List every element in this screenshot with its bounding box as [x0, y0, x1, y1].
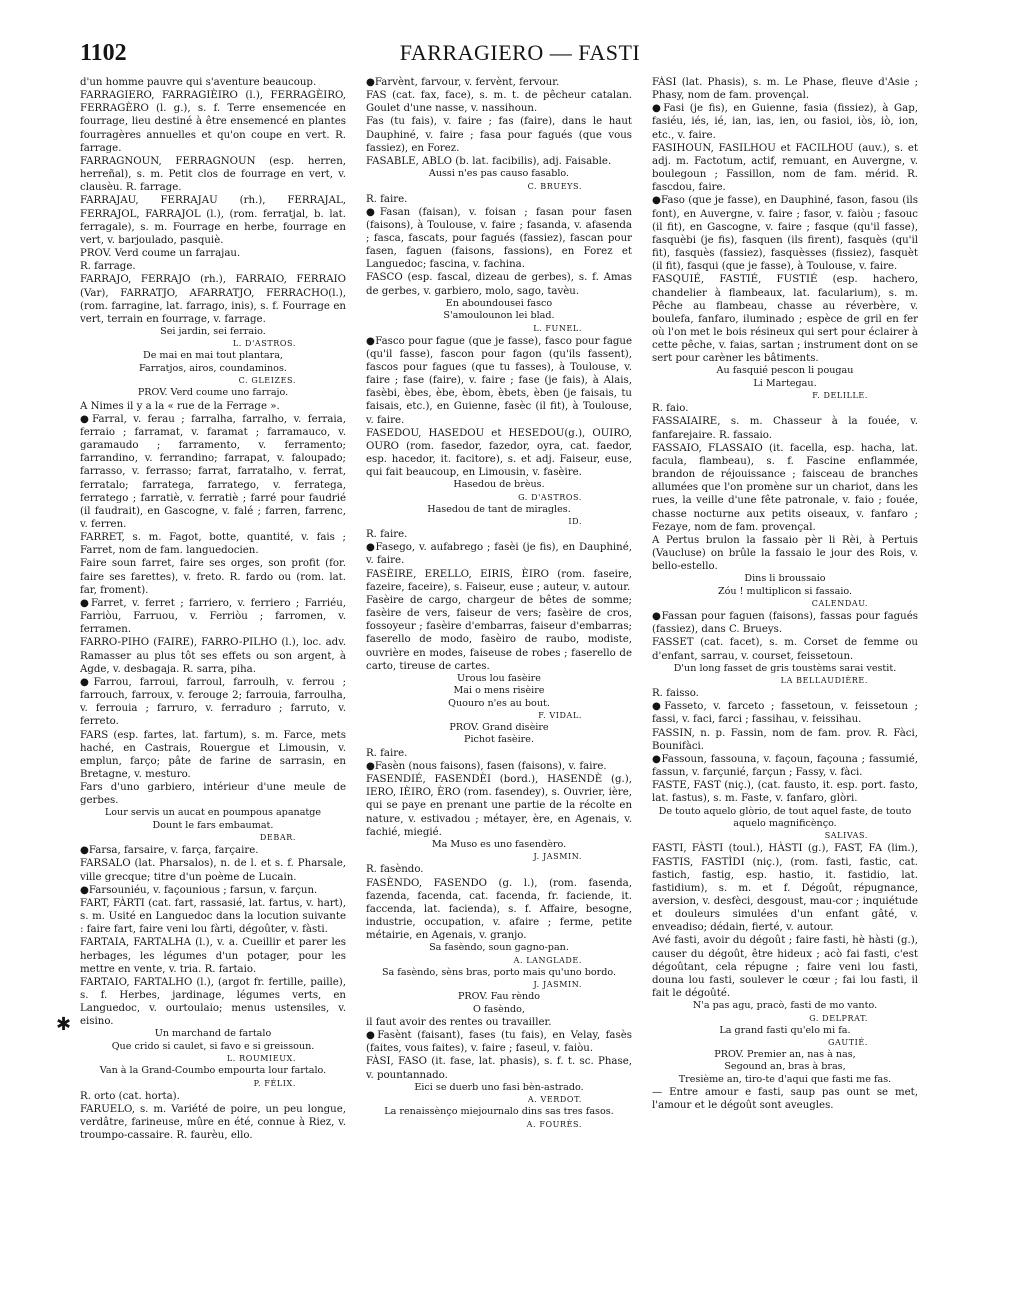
dictionary-entry: FARRAGIERO, FARRAGIÈIRO (l.), FERRAGÈIRO, FERRAGÈRO (l. g.), s. f. Terre ensemencée en fourrage, lieu destiné à être ensemencé en plantes fourragères annuelles et qu'on coupe en vert. R. farrage.: [80, 90, 346, 154]
quotation-author: LA BELLAUDIÈRE.: [780, 676, 868, 686]
dictionary-entry: ●Fasco pour fague (que je fasse), fasco pour fague (qu'il fasse), fascon pour fagon (qu'ils fassent), fascos pour fagues (que tu fasses), à Toulouse, v. faire ; fase (faire), v. faire ; fase (je fais), à Alais, fasèbi, èbes, èbe, èbom, èbets, èben (je faisais, tu faisais, etc.), en Guienne, fasèc (il fit), à Toulouse, v. faire.: [366, 335, 632, 426]
quotation-line: PROV. Premier an, nas à nas,: [714, 1049, 856, 1061]
quotation-line: PROV. Grand disèire: [449, 722, 549, 734]
dictionary-entry: ●Fasèn (nous faisons), fasen (faisons), v. faire.: [366, 761, 607, 772]
dictionary-entry: FASTI, FÀSTI (toul.), HÀSTI (g.), FAST, FA (lim.), FASTIS, FASTÌDI (niç.), (rom. fasti, fastic, cat. fastich, fastig, esp. hastio, it. fastidio, lat. fastidium), s. m. et f. Dégoût, répugnance, aversion, v. desfèci, desgoust, mau-cor ; inquiétude et douleurs simulées d'un enfant gâté, v. enveadiso; dédain, fierté, v. autour.: [652, 843, 918, 934]
dictionary-entry: FÀSI, FASO (it. fase, lat. phasis), s. f. t. sc. Phase, v. pountannado.: [366, 1056, 632, 1081]
quotation-line: La grand fasti qu'elo mi fa.: [719, 1024, 851, 1036]
quotation-author: L. D'ASTROS.: [232, 339, 296, 349]
dictionary-entry: FARRAGNOUN, FERRAGNOUN (esp. herren, herreñal), s. m. Petit clos de fourrage en vert, v. clausèu. R. farrage.: [80, 155, 346, 194]
dictionary-entry: Fars d'uno garbiero, intérieur d'une meule de gerbes.: [80, 782, 346, 807]
quotation-author: G. DELPRAT.: [809, 1013, 868, 1023]
quotation-line: PROV. Verd coume uno farrajo.: [137, 387, 289, 399]
dictionary-entry: d'un homme pauvre qui s'aventure beaucoup.: [80, 77, 317, 88]
dictionary-entry: FASTE, FAST (niç.), (cat. fausto, it. esp. port. fasto, lat. fastus), s. m. Faste, v. fanfaro, glòri.: [652, 780, 918, 805]
dictionary-entry: ●Fasego, v. aufabrego ; fasèi (je fis), en Dauphiné, v. faire.: [366, 542, 632, 567]
quotation-line: Farratjos, airos, coundaminos.: [139, 362, 287, 374]
quotation-line: De touto aquelo glòrio, de tout aquel faste, de touto aquelo magnificènço.: [658, 805, 912, 829]
dictionary-entry: FÀSI (lat. Phasis), s. m. Le Phase, fleuve d'Asie ; Phasy, nom de fam. provençal.: [652, 77, 918, 102]
dictionary-entry: ●Fassan pour faguen (faisons), fassas pour fagués (fassiez), dans C. Brueys.: [652, 611, 918, 636]
dictionary-entry: FASÈIRE, ERELLO, EIRIS, ÈIRO (rom. faseire, fazeire, faceire), s. Faiseur, euse ; auteur, v. autour.: [366, 568, 632, 593]
quotation-line: O fasèndo,: [473, 1003, 525, 1015]
quotation-line: Au fasquié pescon li pougau: [716, 365, 854, 377]
dictionary-entry: FARUELO, s. m. Variété de poire, un peu longue, verdâtre, farineuse, mûre en été, connue à Riez, v. troumpo-cassaire. R. faurèu, ello.: [80, 1103, 346, 1142]
page-number: 1102: [80, 40, 127, 66]
dictionary-entry: ●Fassoun, fassouna, v. façoun, façouna ; fassumié, fassun, v. farçunié, farçun ; Fassy, v. fàci.: [652, 753, 918, 779]
quotation-author: J. JASMIN.: [533, 852, 582, 862]
quotation-author: P. FÉLIX.: [253, 1078, 296, 1088]
quotation-line: Zóu ! multiplicon si fassaio.: [717, 585, 853, 597]
dictionary-entry: ●Faso (que je fasse), en Dauphiné, fason, fasou (ils font), en Auvergne, v. faire ; fasor, v. faiòu ; fasouc (il fit), en Gascogne, v. faire ; fasque (qu'il fasse), fasquèbi (je fis), fasquen (ils firent), fasquès (qu'il fit), fasquès (fassiez), fasquèsses (fissiez), fasquèt (il fit), fasqui (que je fasse), à Toulouse, v. faire.: [652, 195, 918, 273]
quotation-author: J. JASMIN.: [533, 980, 582, 990]
dictionary-entry: R. faisso.: [652, 688, 699, 700]
quotation-line: N'a pas agu, pracò, fasti de mo vanto.: [692, 1000, 878, 1012]
dictionary-entry: FASSAIO, FLASSAIO (it. facella, esp. hacha, lat. facula, flambeau), s. f. Fascine enflammée, brandon de réjouissance ; faisceau de branches allumées que l'on promène sur un chariot, dans les rues, la veille d'une fête patronale, v. faio ; fouée, chasse nocturne aux petits oiseaux, v. fanfaro ; Fezaye, nom de fam. provençal.: [652, 442, 918, 533]
dictionary-entry: FARRO-PIHO (FAIRE), FARRO-PILHO (l.), loc. adv. Ramasser au plus tôt ses effets ou son argent, à Agde, v. desbagaja. R. sarra, piha.: [80, 637, 346, 675]
quotation-author: A. FOURÈS.: [526, 1119, 582, 1129]
quotation-line: S'amoulounon lei blad.: [443, 310, 555, 322]
dictionary-entry: A Nimes il y a la « rue de la Ferrage ».: [80, 400, 280, 412]
dictionary-entry: ●Farvènt, farvour, v. fervènt, fervour.: [366, 77, 560, 88]
dictionary-entry: FASÈNDO, FASENDO (g. l.), (rom. fasenda, fazenda, facenda, cat. facenda, fr. faciende, it. faccenda, lat. facienda), s. f. Affaire, besogne, industrie, occupation, v. afaire ; ferme, petite métairie, en Agenais, v. granjo.: [366, 877, 632, 942]
running-title: FARRAGIERO — FASTI: [399, 40, 641, 65]
dictionary-entry: ●Farsouniéu, v. façounious ; farsun, v. farçun.: [80, 884, 318, 896]
quotation-author: ID.: [568, 517, 582, 527]
dictionary-entry: Fasèire de cargo, chargeur de bêtes de somme; fasèire de vers, faiseur de vers; fasèire de cros, fossoyeur ; fasèire d'embarras, faiseur d'embarras; faserello de modo, fasèiro de raubo, modiste, ouvrière en modes, faiseuse de robes ; faserello de carto, tireuse de cartes.: [366, 594, 632, 672]
quotation-line: Quouro n'es au bout.: [448, 697, 550, 709]
quotation-line: Sei jardin, sei ferraio.: [160, 325, 266, 337]
column-1: [80, 76, 346, 1226]
dictionary-entry: ●Fasi (je fis), en Guienne, fasia (fissiez), à Gap, fasiéu, iés, ié, ian, ias, ien, ou fasioi, iòs, iò, ion, etc., v. faire.: [652, 103, 918, 141]
quotation-line: Sa fasèndo, sèns bras, porto mais qu'uno bordo.: [381, 966, 617, 978]
dictionary-entry: FARTAIO, FARTALHO (l.), (argot fr. fertille, paille), s. f. Herbes, jardinage, légumes verts, en Languedoc, v. ourtoulaio; menus ustensiles, v. eisino.: [80, 976, 346, 1028]
dictionary-entry: ●Fasseto, v. farceto ; fassetoun, v. feissetoun ; fassi, v. faci, farci ; fassihau, v. feissihau.: [652, 701, 918, 726]
margin-asterisk-mark: ✱: [56, 1014, 72, 1035]
quotation-author: L. ROUMIEUX.: [226, 1054, 296, 1064]
dictionary-entry: FASSAIAIRE, s. m. Chasseur à la fouée, v. fanfarejaire. R. fassaio.: [652, 416, 918, 441]
quotation-author: F. DELILLE.: [812, 391, 868, 401]
quotation-line: Segound an, bras à bras,: [724, 1061, 846, 1073]
quotation-line: La renaissènço miejournalo dins sas tres fasos.: [384, 1106, 614, 1118]
column-2: [366, 76, 632, 1226]
quotation-author: L. FUNEL.: [533, 323, 582, 333]
quotation-author: C. BRUEYS.: [527, 181, 582, 191]
dictionary-entry: R. fasèndo.: [366, 864, 424, 876]
quotation-line: Aussi n'es pas causo fasablo.: [428, 168, 570, 180]
quotation-line: D'un long fasset de gris toustèms sarai vestit.: [673, 662, 897, 674]
dictionary-entry: ●Fasan (faisan), v. foisan ; fasan pour fasen (faisons), à Toulouse, v. faire ; fasanda, v. afasenda ; fasca, fascats, pour fagués (fassiez), fascan pour fasen, faguen (faisons, fassions), en Forez et Languedoc; fascina, v. fachina.: [366, 206, 632, 271]
quotation-line: Lour servis un aucat en poumpous apanatge: [104, 807, 322, 819]
dictionary-entry: FARS (esp. fartes, lat. fartum), s. m. Farce, mets haché, en Castrais, Rouergue et Limousin, v. emplun, farço; pâte de farine de sarrasin, en Bretagne, v. mesturo.: [80, 729, 346, 780]
quotation-line: Hasedou de brèus.: [453, 479, 545, 491]
dictionary-entry: ●Farral, v. ferau ; farralha, farralho, v. ferraia, ferraio ; farramat, v. faramat ; farramauco, v. garamaudo ; farramento, v. ferramento; farrandino, v. ferrandino; farrapat, v. faloupado; farrasso, v. ferrasso; farrat, farratalho, v. ferrat, ferratalo; farratega, farratego, v. ferratega, ferratego ; farratiè, v. ferratiè ; farré pour faudrié (il faudrait), en Gascogne, v. falé ; farren, farrenc, v. ferren.: [80, 413, 346, 530]
dictionary-entry: FART, FÀRTI (cat. fart, rassasié, lat. fartus, v. hart), s. m. Usité en Languedoc dans la locution suivante : faire fart, faire veni lou fàrti, dégoûter, v. fàsti.: [80, 897, 346, 936]
dictionary-entry: FASQUIÉ, FASTIÉ, FUSTIÉ (esp. hachero, chandelier à flambeaux, lat. facularium), s. m. Pêche au flambeau, chasse au réverbère, v. boulefa, fanfaro, iluminado ; espèce de gril en fer où l'on met le bois résineux qui sert pour éclairer à cette pêche, v. faias, sartan ; instrument dont on se sert pour carèner les bâtiments.: [652, 274, 918, 365]
quotation-line: Mai o mens risèire: [453, 685, 545, 697]
dictionary-entry: FASSET (cat. facet), s. m. Corset de femme ou d'enfant, sarrau, v. courset, feissetoun.: [652, 637, 918, 662]
quotation-line: Van à la Grand-Coumbo empourta lour fartalo.: [99, 1065, 327, 1077]
quotation-line: Dount le fars embaumat.: [152, 819, 274, 831]
dictionary-entry: Fas (tu fais), v. faire ; fas (faire), dans le haut Dauphiné, v. faire ; fasa pour fagués (que vous fassiez), en Forez.: [366, 116, 632, 154]
page-header: [80, 40, 960, 72]
dictionary-entry: ●Farret, v. ferret ; farriero, v. ferriero ; Farriéu, Farriòu, Farruou, v. Ferriòu ; farromen, v. ferramen.: [80, 597, 346, 636]
quotation-author: CALENDAU.: [811, 599, 868, 609]
dictionary-entry: FASABLE, ABLO (b. lat. facibilis), adj. Faisable.: [366, 155, 612, 167]
quotation-author: C. GLEIZES.: [238, 376, 296, 386]
dictionary-entry: R. faire.: [366, 747, 408, 759]
quotation-line: PROV. Fau rèndo: [457, 991, 541, 1003]
quotation-line: Urous lou fasèire: [457, 672, 541, 684]
quotation-line: Hasedou de tant de miragles.: [427, 503, 571, 515]
quotation-author: A. LANGLADE.: [513, 955, 582, 965]
dictionary-entry: PROV. Verd coume un farrajau.: [80, 248, 241, 260]
dictionary-entry: R. orto (cat. horta).: [80, 1090, 180, 1102]
dictionary-entry: R. faire.: [366, 193, 408, 205]
dictionary-entry: FASSIN, n. p. Fassin, nom de fam. prov. R. Fàci, Bounifàci.: [652, 727, 918, 752]
quotation-line: Tresième an, tiro-te d'aqui que fasti me fas.: [678, 1073, 892, 1085]
quotation-line: Sa fasèndo, soun gagno-pan.: [429, 942, 569, 954]
dictionary-entry: R. farrage.: [80, 261, 136, 273]
dictionary-entry: FARRAJAU, FERRAJAU (rh.), FERRAJAL, FERRAJOL, FARRAJOL (l.), (rom. ferratjal, b. lat. ferragale), s. m. Fourrage en herbe, fourrage en vert, v. barjoulado, pasquiè.: [80, 195, 346, 246]
quotation-line: Eici se duerb uno fasi bèn-astrado.: [414, 1081, 584, 1093]
quotation-line: Ma Muso es uno fasendèro.: [431, 838, 567, 850]
quotation-author: GAUTIÉ.: [828, 1038, 868, 1048]
dictionary-entry: Avé fasti, avoir du dégoût ; faire fasti, hè hàsti (g.), causer du dégoût, être hideux ; acò fai fasti, c'est dégoûtant, cela répugne ; faire veni lou fasti, douna lou fasti, soulever le cœur ; fai lou fasti, il fait le dégoûté.: [652, 935, 918, 1000]
dictionary-entry: FARRET, s. m. Fagot, botte, quantité, v. fais ; Farret, nom de fam. languedocien.: [80, 532, 346, 557]
dictionary-entry: FAS (cat. fax, face), s. m. t. de pêcheur catalan. Goulet d'une nasse, v. nassihoun.: [366, 90, 632, 115]
dictionary-entry: FASEDOU, HASEDOU et HESEDOU(g.), OUIRO, OURO (rom. fasedor, fazedor, oyra, cat. faedor, esp. hacedor, it. facitore), s. et adj. Faiseur, euse, qui fait beaucoup, en Limousin, v. fasèire.: [366, 427, 632, 479]
quotation-line: Dins li broussaio: [744, 573, 826, 585]
dictionary-entry: FARRAJO, FERRAJO (rh.), FARRAIO, FERRAIO (Var), FARRATJO, AFARRATJO, FERRACHO(l.), (rom. farragine, lat. farrago, inis), s. f. Fourrage en vert, terrain en fourrage, v. farrage.: [80, 274, 346, 325]
dictionary-entry: R. faio.: [652, 403, 689, 415]
quotation-line: Pichot fasèire.: [463, 734, 534, 746]
dictionary-entry: R. faire.: [366, 529, 408, 541]
dictionary-entry: FASENDIÉ, FASENDÈI (bord.), HASENDÈ (g.), IERO, IÈIRO, ÈRO (rom. fasendey), s. Ouvrier, ière, qui se paye en prenant une partie de la récolte en nature, v. estivadou ; métayer, ère, en Agenais, v. fachié, miegié.: [366, 774, 632, 838]
dictionary-entry: FASCO (esp. fascal, dizeau de gerbes), s. f. Amas de gerbes, v. garbiero, molo, sago, tavèu.: [366, 272, 632, 297]
quotation-line: De mai en mai tout plantara,: [143, 350, 283, 362]
dictionary-entry: ●Farrou, farroui, farroul, farroulh, v. ferrou ; farrouch, farroux, v. ferouge 2; farrouia, farroulha, v. ferrouia ; farruro, v. ferraduro ; farruto, v. ferreto.: [80, 676, 346, 728]
dictionary-entry: — Entre amour e fasti, saup pas ount se met, l'amour et le dégoût sont aveugles.: [652, 1087, 918, 1112]
quotation-author: A. VERDOT.: [527, 1095, 582, 1105]
dictionary-entry: ●Fasènt (faisant), fases (tu fais), en Velay, fasès (faites, vous faites), v. faire ; faseul, v. faiòu.: [366, 1030, 632, 1055]
dictionary-entry: il faut avoir des rentes ou travailler.: [366, 1016, 552, 1028]
quotation-line: Que crido si caulet, si favo e si greissoun.: [111, 1040, 315, 1052]
quotation-author: G. D'ASTROS.: [518, 492, 582, 502]
quotation-line: Li Martegau.: [753, 377, 817, 389]
quotation-author: DEBAR.: [259, 833, 296, 843]
dictionary-entry: FARSALO (lat. Pharsalos), n. de l. et s. f. Pharsale, ville grecque; titre d'un poème de Lucain.: [80, 858, 346, 883]
quotation-line: En aboundousei fasco: [445, 297, 553, 309]
dictionary-entry: A Pertus brulon la fassaio pèr li Rèi, à Pertuis (Vaucluse) on brûle la fassaio le jour des Rois, v. bello-estello.: [652, 534, 918, 573]
dictionary-entry: Faire soun farret, faire ses orges, son profit (for. faire ses farettes), v. freto. R. fardo ou (rom. lat. far, froment).: [80, 558, 346, 596]
quotation-author: F. VIDAL.: [538, 711, 582, 721]
quotation-line: Un marchand de fartalo: [154, 1028, 272, 1040]
quotation-author: SALIVAS.: [824, 831, 868, 841]
dictionary-entry: FARTAIA, FARTALHA (l.), v. a. Cueillir et parer les herbages, les légumes d'un potager, pour les mettre en vente, v. tria. R. fartaio.: [80, 937, 346, 975]
dictionary-entry: ●Farsa, farsaire, v. farça, farçaire.: [80, 845, 259, 857]
column-3: [652, 76, 918, 1226]
dictionary-entry: FASIHOUN, FASILHOU et FACILHOU (auv.), s. et adj. m. Factotum, actif, remuant, en Auvergne, v. boulegoun ; Fassillon, nom de fam. mérid. R. fascdou, faire.: [652, 142, 918, 194]
